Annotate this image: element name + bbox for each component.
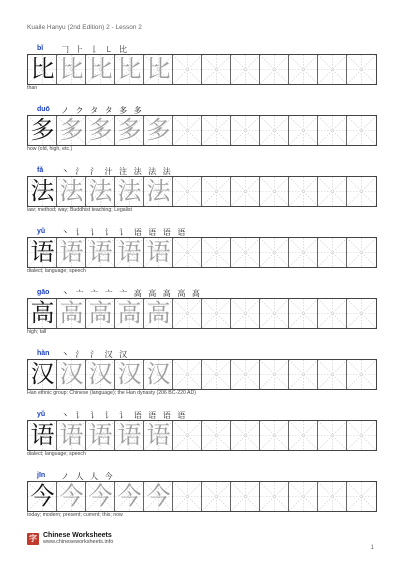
guide-lines bbox=[289, 482, 318, 511]
blank-cell[interactable] bbox=[231, 482, 260, 511]
trace-character: 语 bbox=[117, 421, 142, 449]
pinyin-label: bǐ bbox=[37, 45, 44, 52]
guide-lines bbox=[347, 421, 376, 450]
trace-character: 高 bbox=[88, 299, 113, 327]
blank-cell[interactable] bbox=[260, 55, 289, 84]
trace-character: 汉 bbox=[59, 360, 84, 388]
pinyin-label: hàn bbox=[37, 350, 50, 357]
guide-lines bbox=[347, 116, 376, 145]
guide-lines bbox=[202, 482, 231, 511]
trace-character: 语 bbox=[88, 421, 113, 449]
trace-cell bbox=[144, 116, 173, 145]
trace-cell bbox=[115, 55, 144, 84]
model-character: 语 bbox=[30, 421, 55, 449]
practice-grid bbox=[27, 237, 377, 268]
guide-lines bbox=[347, 238, 376, 267]
guide-lines bbox=[347, 299, 376, 328]
blank-cell[interactable] bbox=[173, 177, 202, 206]
brand-url: www.chineseworksheets.info bbox=[43, 539, 114, 545]
trace-character: 高 bbox=[117, 299, 142, 327]
blank-cell[interactable] bbox=[231, 360, 260, 389]
trace-character: 多 bbox=[88, 116, 113, 144]
practice-grid bbox=[27, 359, 377, 390]
trace-cell bbox=[86, 116, 115, 145]
guide-lines bbox=[173, 360, 202, 389]
blank-cell[interactable] bbox=[347, 421, 376, 450]
model-character: 汉 bbox=[30, 360, 55, 388]
practice-grid bbox=[27, 420, 377, 451]
blank-cell[interactable] bbox=[318, 421, 347, 450]
guide-lines bbox=[231, 177, 260, 206]
blank-cell[interactable] bbox=[347, 55, 376, 84]
guide-lines bbox=[173, 238, 202, 267]
trace-character: 比 bbox=[117, 55, 142, 83]
trace-cell bbox=[57, 421, 86, 450]
blank-cell[interactable] bbox=[202, 299, 231, 328]
pinyin-label: yǔ bbox=[37, 228, 46, 235]
trace-character: 语 bbox=[59, 421, 84, 449]
guide-lines bbox=[202, 421, 231, 450]
character-row bbox=[27, 106, 377, 164]
model-character: 今 bbox=[30, 482, 55, 510]
guide-lines bbox=[318, 116, 347, 145]
model-cell bbox=[28, 238, 57, 267]
blank-cell[interactable] bbox=[231, 299, 260, 328]
guide-lines bbox=[202, 177, 231, 206]
blank-cell[interactable] bbox=[231, 177, 260, 206]
character-row bbox=[27, 411, 377, 469]
trace-cell bbox=[86, 482, 115, 511]
blank-cell[interactable] bbox=[260, 482, 289, 511]
guide-lines bbox=[289, 177, 318, 206]
pinyin-label: gāo bbox=[37, 289, 50, 296]
stroke-order: 丶 氵 氵 汁 注 法 法 法 bbox=[61, 167, 173, 176]
trace-character: 今 bbox=[59, 482, 84, 510]
model-cell bbox=[28, 482, 57, 511]
stroke-order: 丶 讠 讠 讠 讠 语 语 语 语 bbox=[61, 411, 188, 420]
trace-cell bbox=[86, 360, 115, 389]
trace-cell bbox=[57, 238, 86, 267]
guide-lines bbox=[173, 177, 202, 206]
guide-lines bbox=[260, 482, 289, 511]
blank-cell[interactable] bbox=[260, 421, 289, 450]
guide-lines bbox=[260, 299, 289, 328]
trace-character: 汉 bbox=[146, 360, 171, 388]
blank-cell[interactable] bbox=[231, 421, 260, 450]
blank-cell[interactable] bbox=[289, 55, 318, 84]
meaning-text: today; modern; present; current; this; now bbox=[27, 512, 123, 518]
blank-cell[interactable] bbox=[173, 299, 202, 328]
trace-character: 语 bbox=[59, 238, 84, 266]
guide-lines bbox=[318, 55, 347, 84]
blank-cell[interactable] bbox=[347, 116, 376, 145]
pinyin-label: jīn bbox=[37, 472, 46, 479]
stroke-order: 丶 讠 讠 讠 讠 语 语 语 语 bbox=[61, 228, 188, 237]
guide-lines bbox=[260, 177, 289, 206]
trace-cell bbox=[144, 299, 173, 328]
guide-lines bbox=[202, 238, 231, 267]
guide-lines bbox=[202, 55, 231, 84]
pinyin-label: duō bbox=[37, 106, 50, 113]
trace-character: 语 bbox=[117, 238, 142, 266]
stroke-order: 𠃌 ⺊ 𠄌 ㇄ 比 bbox=[61, 45, 130, 54]
stroke-order: ノ ク タ タ 多 多 bbox=[61, 106, 144, 115]
meaning-text: dialect; language; speech bbox=[27, 268, 86, 274]
trace-cell bbox=[57, 482, 86, 511]
blank-cell[interactable] bbox=[173, 482, 202, 511]
blank-cell[interactable] bbox=[173, 238, 202, 267]
blank-cell[interactable] bbox=[260, 360, 289, 389]
blank-cell[interactable] bbox=[260, 299, 289, 328]
guide-lines bbox=[260, 55, 289, 84]
meaning-text: dialect; language; speech bbox=[27, 451, 86, 457]
guide-lines bbox=[318, 238, 347, 267]
trace-character: 今 bbox=[146, 482, 171, 510]
trace-character: 比 bbox=[59, 55, 84, 83]
trace-cell bbox=[115, 177, 144, 206]
trace-cell bbox=[57, 55, 86, 84]
trace-character: 法 bbox=[88, 177, 113, 205]
character-row bbox=[27, 167, 377, 225]
trace-cell bbox=[57, 299, 86, 328]
character-row bbox=[27, 228, 377, 286]
meaning-text: Han ethnic group; Chinese (language); the Han dynasty (206 BC-220 AD) bbox=[27, 390, 196, 396]
trace-cell bbox=[144, 482, 173, 511]
trace-cell bbox=[57, 360, 86, 389]
guide-lines bbox=[289, 116, 318, 145]
blank-cell[interactable] bbox=[260, 177, 289, 206]
character-row bbox=[27, 289, 377, 347]
blank-cell[interactable] bbox=[347, 299, 376, 328]
guide-lines bbox=[318, 482, 347, 511]
trace-cell bbox=[144, 421, 173, 450]
model-character: 高 bbox=[30, 299, 55, 327]
blank-cell[interactable] bbox=[318, 177, 347, 206]
trace-cell bbox=[144, 55, 173, 84]
blank-cell[interactable] bbox=[289, 238, 318, 267]
guide-lines bbox=[347, 177, 376, 206]
guide-lines bbox=[173, 482, 202, 511]
practice-grid bbox=[27, 481, 377, 512]
blank-cell[interactable] bbox=[347, 360, 376, 389]
trace-character: 法 bbox=[146, 177, 171, 205]
pinyin-label: fǎ bbox=[37, 167, 44, 174]
page-number: 1 bbox=[370, 545, 374, 551]
character-row bbox=[27, 45, 377, 103]
trace-cell bbox=[86, 177, 115, 206]
worksheet-title: Kuaile Hanyu (2nd Edition) 2 - Lesson 2 bbox=[27, 24, 142, 31]
trace-cell bbox=[115, 360, 144, 389]
blank-cell[interactable] bbox=[347, 482, 376, 511]
blank-cell[interactable] bbox=[202, 55, 231, 84]
guide-lines bbox=[231, 299, 260, 328]
guide-lines bbox=[289, 55, 318, 84]
blank-cell[interactable] bbox=[289, 360, 318, 389]
trace-character: 高 bbox=[59, 299, 84, 327]
guide-lines bbox=[173, 116, 202, 145]
guide-lines bbox=[260, 360, 289, 389]
blank-cell[interactable] bbox=[202, 421, 231, 450]
model-cell bbox=[28, 360, 57, 389]
logo-mark: 字 bbox=[29, 534, 37, 543]
blank-cell[interactable] bbox=[260, 116, 289, 145]
guide-lines bbox=[231, 116, 260, 145]
blank-cell[interactable] bbox=[347, 238, 376, 267]
blank-cell[interactable] bbox=[318, 238, 347, 267]
blank-cell[interactable] bbox=[231, 238, 260, 267]
character-row bbox=[27, 472, 377, 530]
trace-character: 今 bbox=[88, 482, 113, 510]
stroke-order: 丶 氵 氵 汉 汉 bbox=[61, 350, 130, 359]
blank-cell[interactable] bbox=[318, 116, 347, 145]
guide-lines bbox=[318, 421, 347, 450]
model-cell bbox=[28, 116, 57, 145]
model-cell bbox=[28, 177, 57, 206]
trace-character: 高 bbox=[146, 299, 171, 327]
guide-lines bbox=[231, 482, 260, 511]
brand-logo bbox=[27, 532, 113, 545]
meaning-text: how (old, high, etc.) bbox=[27, 146, 73, 152]
character-row bbox=[27, 350, 377, 408]
guide-lines bbox=[173, 421, 202, 450]
trace-cell bbox=[144, 238, 173, 267]
guide-lines bbox=[231, 360, 260, 389]
blank-cell[interactable] bbox=[202, 482, 231, 511]
model-cell bbox=[28, 55, 57, 84]
practice-grid bbox=[27, 176, 377, 207]
trace-cell bbox=[115, 482, 144, 511]
model-character: 语 bbox=[30, 238, 55, 266]
trace-character: 法 bbox=[117, 177, 142, 205]
trace-character: 今 bbox=[117, 482, 142, 510]
guide-lines bbox=[347, 55, 376, 84]
guide-lines bbox=[231, 238, 260, 267]
guide-lines bbox=[289, 299, 318, 328]
trace-cell bbox=[144, 360, 173, 389]
guide-lines bbox=[347, 482, 376, 511]
guide-lines bbox=[260, 238, 289, 267]
guide-lines bbox=[202, 299, 231, 328]
blank-cell[interactable] bbox=[173, 55, 202, 84]
trace-cell bbox=[115, 238, 144, 267]
model-character: 比 bbox=[30, 55, 55, 83]
guide-lines bbox=[318, 177, 347, 206]
stroke-order: 丶 亠 亠 亠 亠 高 高 高 高 高 bbox=[61, 289, 202, 298]
guide-lines bbox=[231, 421, 260, 450]
meaning-text: high; tall bbox=[27, 329, 47, 335]
blank-cell[interactable] bbox=[202, 360, 231, 389]
guide-lines bbox=[202, 360, 231, 389]
trace-cell bbox=[115, 421, 144, 450]
blank-cell[interactable] bbox=[260, 238, 289, 267]
stroke-order: ノ 人 人 今 bbox=[61, 472, 115, 481]
pinyin-label: yǔ bbox=[37, 411, 46, 418]
trace-character: 语 bbox=[146, 238, 171, 266]
trace-cell bbox=[144, 177, 173, 206]
meaning-text: than bbox=[27, 85, 38, 91]
model-character: 法 bbox=[30, 177, 55, 205]
trace-character: 语 bbox=[146, 421, 171, 449]
blank-cell[interactable] bbox=[318, 360, 347, 389]
blank-cell[interactable] bbox=[173, 116, 202, 145]
blank-cell[interactable] bbox=[318, 482, 347, 511]
blank-cell[interactable] bbox=[347, 177, 376, 206]
blank-cell[interactable] bbox=[173, 421, 202, 450]
trace-cell bbox=[86, 55, 115, 84]
guide-lines bbox=[289, 238, 318, 267]
blank-cell[interactable] bbox=[289, 116, 318, 145]
guide-lines bbox=[173, 55, 202, 84]
blank-cell[interactable] bbox=[231, 55, 260, 84]
trace-character: 语 bbox=[88, 238, 113, 266]
blank-cell[interactable] bbox=[289, 177, 318, 206]
trace-cell bbox=[115, 116, 144, 145]
blank-cell[interactable] bbox=[173, 360, 202, 389]
blank-cell[interactable] bbox=[202, 177, 231, 206]
guide-lines bbox=[202, 116, 231, 145]
trace-cell bbox=[57, 116, 86, 145]
trace-character: 比 bbox=[88, 55, 113, 83]
blank-cell[interactable] bbox=[202, 238, 231, 267]
guide-lines bbox=[347, 360, 376, 389]
trace-character: 汉 bbox=[117, 360, 142, 388]
guide-lines bbox=[231, 55, 260, 84]
brand-name: Chinese Worksheets bbox=[43, 532, 112, 539]
blank-cell[interactable] bbox=[289, 421, 318, 450]
trace-character: 多 bbox=[59, 116, 84, 144]
guide-lines bbox=[173, 299, 202, 328]
trace-character: 多 bbox=[117, 116, 142, 144]
guide-lines bbox=[318, 360, 347, 389]
trace-character: 汉 bbox=[88, 360, 113, 388]
model-cell bbox=[28, 421, 57, 450]
trace-character: 法 bbox=[59, 177, 84, 205]
guide-lines bbox=[318, 299, 347, 328]
blank-cell[interactable] bbox=[318, 299, 347, 328]
trace-cell bbox=[86, 238, 115, 267]
model-cell bbox=[28, 299, 57, 328]
trace-cell bbox=[86, 421, 115, 450]
blank-cell[interactable] bbox=[202, 116, 231, 145]
blank-cell[interactable] bbox=[289, 482, 318, 511]
blank-cell[interactable] bbox=[231, 116, 260, 145]
practice-grid bbox=[27, 298, 377, 329]
blank-cell[interactable] bbox=[289, 299, 318, 328]
practice-grid bbox=[27, 115, 377, 146]
trace-character: 多 bbox=[146, 116, 171, 144]
practice-grid bbox=[27, 54, 377, 85]
trace-character: 比 bbox=[146, 55, 171, 83]
trace-cell bbox=[57, 177, 86, 206]
meaning-text: law; method; way; Buddhist teaching; Legalist bbox=[27, 207, 132, 213]
guide-lines bbox=[289, 360, 318, 389]
guide-lines bbox=[260, 116, 289, 145]
trace-cell bbox=[115, 299, 144, 328]
blank-cell[interactable] bbox=[318, 55, 347, 84]
trace-cell bbox=[86, 299, 115, 328]
guide-lines bbox=[289, 421, 318, 450]
model-character: 多 bbox=[30, 116, 55, 144]
guide-lines bbox=[260, 421, 289, 450]
